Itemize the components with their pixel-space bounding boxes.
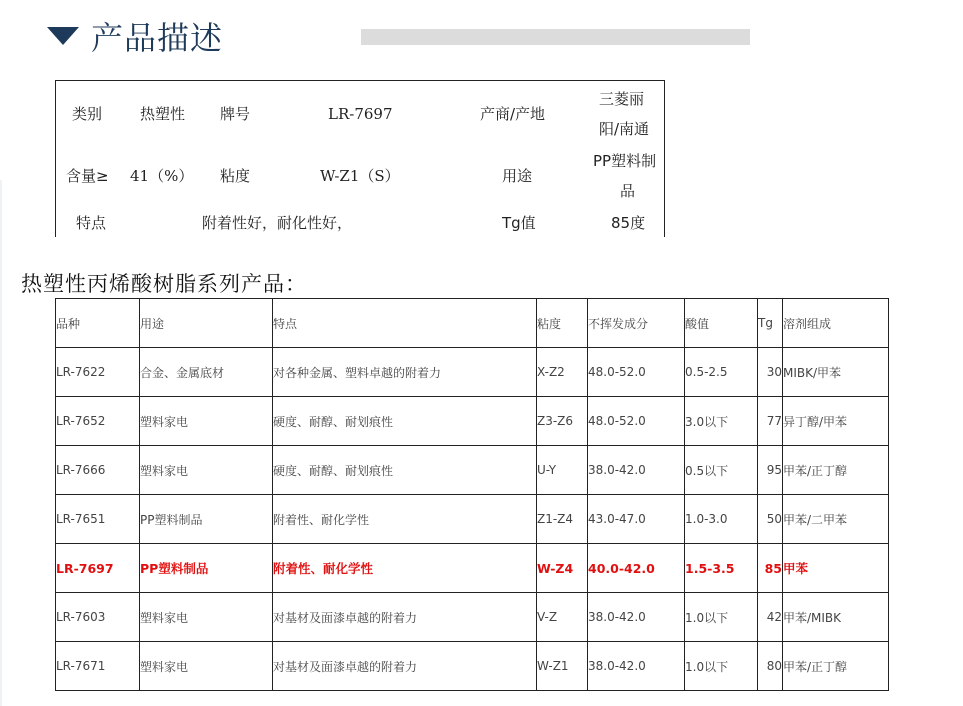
cell-grade: LR-7671: [56, 642, 140, 691]
cell-feature: 对基材及面漆卓越的附着力: [273, 642, 537, 691]
spec-value-maker-line1: 三菱丽: [599, 90, 645, 108]
cell-acid-value: 1.5-3.5: [685, 544, 758, 593]
cell-acid-value: 1.0-3.0: [685, 495, 758, 544]
table-row: [56, 446, 889, 495]
cell-tg: 80: [758, 642, 783, 691]
cell-grade: LR-7651: [56, 495, 140, 544]
cell-viscosity: 粘度: [537, 299, 588, 348]
page-title: 产品描述: [91, 19, 224, 57]
table-row: [56, 397, 889, 446]
cell-usage: 用途: [140, 299, 273, 348]
cell-viscosity: X-Z2: [537, 348, 588, 397]
spec-value-viscosity: W-Z1（S）: [320, 167, 400, 185]
cell-acid-value: 3.0以下: [685, 397, 758, 446]
cell-nonvolatile: 38.0-42.0: [588, 446, 685, 495]
cell-tg: 85: [758, 544, 783, 593]
header-divider-bar: [361, 29, 750, 45]
section-header: [47, 14, 223, 58]
cell-nonvolatile: 38.0-42.0: [588, 593, 685, 642]
product-series-table: [55, 298, 889, 691]
cell-viscosity: Z1-Z4: [537, 495, 588, 544]
cell-feature: 硬度、耐醇、耐划痕性: [273, 446, 537, 495]
cell-grade: 品种: [56, 299, 140, 348]
cell-viscosity: W-Z1: [537, 642, 588, 691]
spec-label-category: 类别: [72, 105, 103, 123]
table-row: [56, 495, 889, 544]
cell-feature: 附着性、耐化学性: [273, 544, 537, 593]
cell-nonvolatile: 48.0-52.0: [588, 397, 685, 446]
spec-value-tg: 85度: [611, 214, 646, 232]
spec-label-usage: 用途: [502, 167, 533, 185]
cell-viscosity: Z3-Z6: [537, 397, 588, 446]
cell-usage: 塑料家电: [140, 593, 273, 642]
table-row: [56, 593, 889, 642]
cell-solvent: 甲苯/MIBK: [783, 593, 889, 642]
cell-usage: 合金、金属底材: [140, 348, 273, 397]
triangle-down-icon: [47, 27, 79, 45]
spec-box: [55, 80, 665, 237]
spec-label-tg: Tg值: [502, 214, 536, 232]
spec-value-feature: 附着性好，耐化性好，: [202, 214, 353, 232]
spec-value-usage-line1: PP塑料制: [593, 152, 657, 170]
cell-tg: Tg: [758, 299, 783, 348]
cell-acid-value: 1.0以下: [685, 642, 758, 691]
cell-grade: LR-7603: [56, 593, 140, 642]
cell-solvent: 异丁醇/甲苯: [783, 397, 889, 446]
spec-value-maker-line2: 阳/南通: [599, 120, 650, 138]
spec-label-viscosity: 粘度: [220, 167, 251, 185]
cell-solvent: MIBK/甲苯: [783, 348, 889, 397]
cell-grade: LR-7697: [56, 544, 140, 593]
cell-usage: PP塑料制品: [140, 544, 273, 593]
cell-solvent: 溶剂组成: [783, 299, 889, 348]
table-row: [56, 544, 889, 593]
cell-solvent: 甲苯: [783, 544, 889, 593]
cell-tg: 77: [758, 397, 783, 446]
cell-tg: 50: [758, 495, 783, 544]
cell-usage: 塑料家电: [140, 446, 273, 495]
cell-usage: 塑料家电: [140, 397, 273, 446]
spec-label-grade: 牌号: [220, 105, 251, 123]
cell-nonvolatile: 38.0-42.0: [588, 642, 685, 691]
cell-feature: 硬度、耐醇、耐划痕性: [273, 397, 537, 446]
cell-tg: 42: [758, 593, 783, 642]
cell-usage: 塑料家电: [140, 642, 273, 691]
cell-viscosity: U-Y: [537, 446, 588, 495]
cell-nonvolatile: 48.0-52.0: [588, 348, 685, 397]
cell-usage: PP塑料制品: [140, 495, 273, 544]
cell-nonvolatile: 43.0-47.0: [588, 495, 685, 544]
spec-value-grade: LR-7697: [328, 105, 393, 123]
cell-grade: LR-7652: [56, 397, 140, 446]
cell-solvent: 甲苯/正丁醇: [783, 642, 889, 691]
spec-value-content: 41（%）: [130, 167, 194, 185]
cell-viscosity: W-Z4: [537, 544, 588, 593]
spec-value-usage-line2: 品: [620, 182, 636, 200]
cell-viscosity: V-Z: [537, 593, 588, 642]
cell-acid-value: 0.5以下: [685, 446, 758, 495]
cell-feature: 附着性、耐化学性: [273, 495, 537, 544]
series-title: 热塑性丙烯酸树脂系列产品：: [21, 272, 307, 296]
spec-label-content: 含量≥: [66, 167, 109, 185]
cell-feature: 对基材及面漆卓越的附着力: [273, 593, 537, 642]
cell-solvent: 甲苯/二甲苯: [783, 495, 889, 544]
cell-feature: 对各种金属、塑料卓越的附着力: [273, 348, 537, 397]
table-header-row: [56, 299, 889, 348]
cell-feature: 特点: [273, 299, 537, 348]
cell-acid-value: 0.5-2.5: [685, 348, 758, 397]
cell-acid-value: 酸值: [685, 299, 758, 348]
cell-nonvolatile: 不挥发成分: [588, 299, 685, 348]
page-edge: [0, 180, 2, 706]
table-row: [56, 348, 889, 397]
cell-grade: LR-7666: [56, 446, 140, 495]
cell-solvent: 甲苯/正丁醇: [783, 446, 889, 495]
cell-grade: LR-7622: [56, 348, 140, 397]
cell-nonvolatile: 40.0-42.0: [588, 544, 685, 593]
spec-value-category: 热塑性: [140, 105, 186, 123]
cell-acid-value: 1.0以下: [685, 593, 758, 642]
cell-tg: 30: [758, 348, 783, 397]
cell-tg: 95: [758, 446, 783, 495]
table-row: [56, 642, 889, 691]
spec-label-feature: 特点: [76, 214, 107, 232]
spec-label-maker: 产商/产地: [480, 105, 546, 123]
